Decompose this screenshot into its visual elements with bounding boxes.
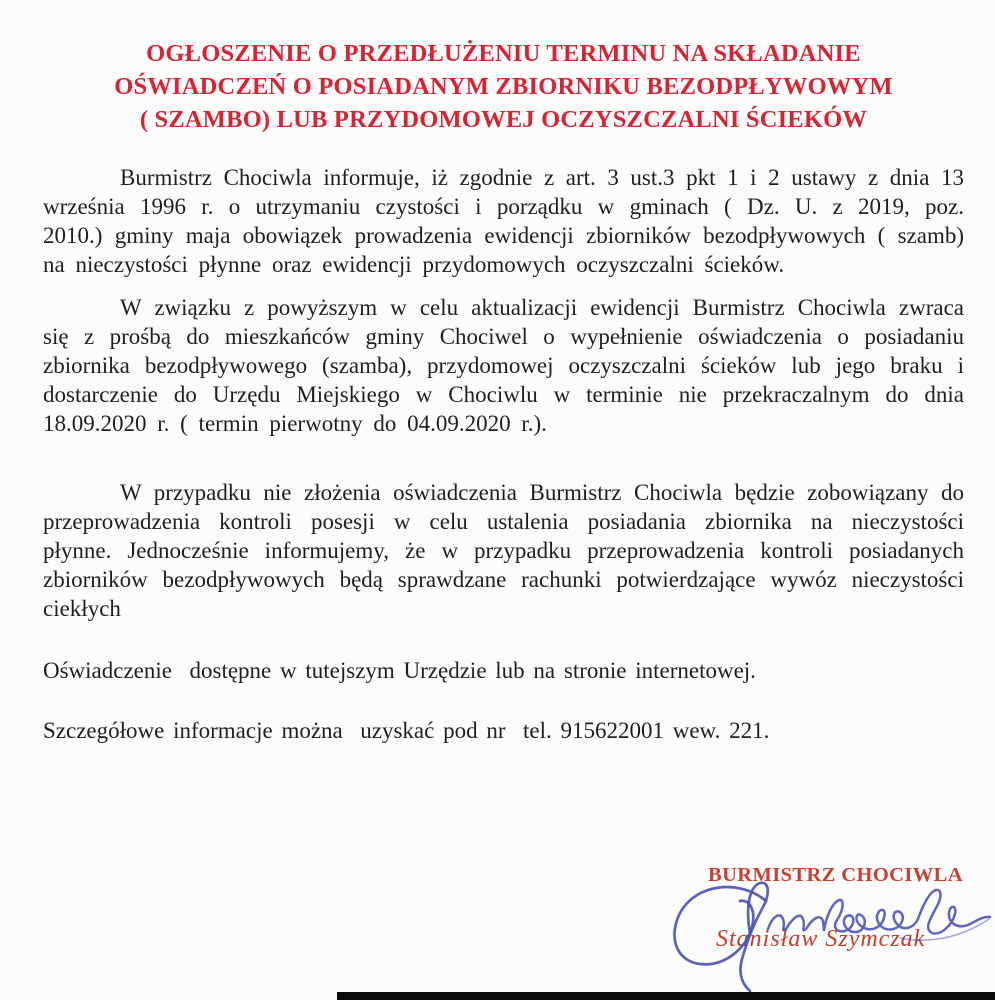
title-line-2: OŚWIADCZEŃ O POSIADANYM ZBIORNIKU BEZODPŁYWOWYM [114, 73, 893, 100]
title-line-1: OGŁOSZENIE O PRZEDŁUŻENIU TERMINU NA SKŁADANIE [146, 40, 861, 67]
body-paragraph-1: Burmistrz Chociwla informuje, iż zgodnie z art. 3 ust.3 pkt 1 i 2 ustawy z dnia 13 września 1996 r. o utrzymaniu czystości i porządku w gminach ( Dz. U. z 2019, poz. 2010.) gminy maja obowiązek prowadzenia ewidencji zbiorników bezodpływowych ( szamb) na nieczystości płynne oraz ewidencji przydomowych oczyszczalni ścieków. [43, 165, 964, 277]
title-line-3: ( SZAMBO) LUB PRZYDOMOWEJ OCZYSZCZALNI ŚCIEKÓW [139, 106, 868, 133]
note-availability: Oświadczenie dostępne w tutejszym Urzędzie lub na stronie internetowej. [43, 658, 756, 683]
mayor-stamp-name: Stanisław Szymczak [716, 926, 926, 952]
note-contact-phone: Szczegółowe informacje można uzyskać pod nr tel. 915622001 wew. 221. [43, 718, 770, 743]
announcement-title [43, 37, 964, 136]
mayor-stamp-title: BURMISTRZ CHOCIWLA [708, 864, 963, 886]
scan-artifact-bar [337, 992, 995, 1000]
body-paragraph-2: W związku z powyższym w celu aktualizacji ewidencji Burmistrz Chociwla zwraca się z prośbą do mieszkańców gminy Chociwel o wypełnienie oświadczenia o posiadaniu zbiornika bezodpływowego (szamba), przydomowej oczyszczalni ścieków lub jego braku i dostarczenie do Urzędu Miejskiego w Chociwlu w terminie nie przekraczalnym do dnia 18.09.2020 r. ( termin pierwotny do 04.09.2020 r.). [43, 295, 964, 436]
body-paragraph-3: W przypadku nie złożenia oświadczenia Burmistrz Chociwla będzie zobowiązany do przeprowadzenia kontroli posesji w celu ustalenia posiadania zbiornika na nieczystości płynne. Jednocześnie informujemy, że w przypadku przeprowadzenia kontroli posiadanych zbiorników bezodpływowych będą sprawdzane rachunki potwierdzające wywóz nieczystości ciekłych [43, 480, 964, 621]
